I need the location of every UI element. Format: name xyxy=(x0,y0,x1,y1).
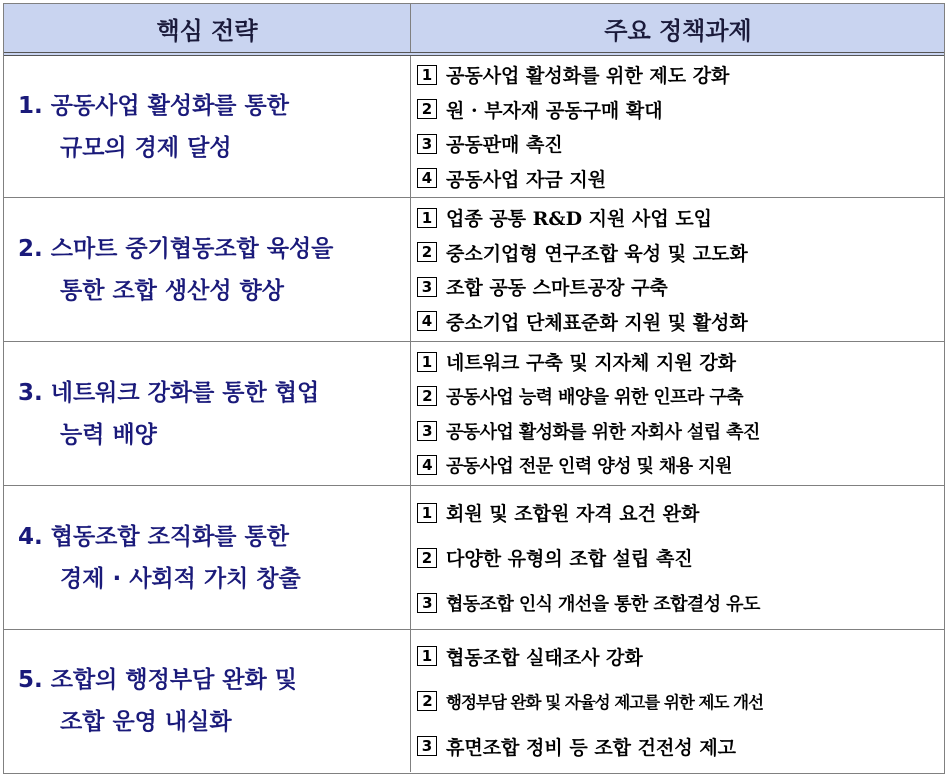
strategy-line: 5. 조합의 행정부담 완화 및 xyxy=(18,667,297,693)
task-item xyxy=(417,490,944,535)
strategy-line: 규모의 경제 달성 xyxy=(60,134,232,161)
task-text: 공동사업 전문 인력 양성 및 채용 지원 xyxy=(446,456,732,478)
number-box-icon: 3 xyxy=(417,421,437,441)
task-text: 휴면조합 정비 등 조합 건전성 제고 xyxy=(446,736,737,759)
strategy-line: 4. 협동조합 조직화를 통한 xyxy=(18,523,289,550)
number-box-icon: 1 xyxy=(417,208,437,228)
number-box-icon: 4 xyxy=(417,311,437,331)
task-text: 조합 공동 스마트공장 구축 xyxy=(446,277,668,300)
task-item xyxy=(417,379,944,414)
task-item xyxy=(417,580,944,625)
task-text: 행정부담 완화 및 자율성 제고를 위한 제도 개선 xyxy=(446,693,764,712)
number-box-icon: 2 xyxy=(417,242,437,262)
task-text: 공동사업 능력 배양을 위한 인프라 구축 xyxy=(446,387,743,409)
task-item xyxy=(417,235,944,270)
table-row xyxy=(4,486,944,630)
task-text: 공동사업 활성화를 위한 제도 강화 xyxy=(446,65,730,88)
task-item xyxy=(417,414,944,449)
number-box-icon: 1 xyxy=(417,352,437,372)
table-row xyxy=(4,630,944,772)
task-text: 중소기업형 연구조합 육성 및 고도화 xyxy=(446,242,748,265)
task-text: 협동조합 실태조사 강화 xyxy=(446,646,643,669)
task-text: 중소기업 단체표준화 지원 및 활성화 xyxy=(446,311,748,334)
number-box-icon: 1 xyxy=(417,65,437,85)
number-box-icon: 2 xyxy=(417,691,437,711)
strategy-cell xyxy=(4,486,410,629)
table-row xyxy=(4,342,944,486)
tasks-cell xyxy=(410,56,944,197)
strategy-cell xyxy=(4,198,410,341)
strategy-line: 조합 운영 내실화 xyxy=(60,709,232,735)
tasks-cell xyxy=(410,486,944,629)
task-item xyxy=(417,58,944,93)
number-box-icon: 1 xyxy=(417,646,437,666)
number-box-icon: 3 xyxy=(417,134,437,154)
number-box-icon: 4 xyxy=(417,168,437,188)
task-text: 공동사업 자금 지원 xyxy=(446,168,607,191)
task-text: 회원 및 조합원 자격 요건 완화 xyxy=(446,503,700,525)
strategy-cell xyxy=(4,630,410,772)
task-item xyxy=(417,304,944,339)
tasks-cell xyxy=(410,198,944,341)
number-box-icon: 3 xyxy=(417,736,437,756)
task-item xyxy=(417,127,944,162)
number-box-icon: 3 xyxy=(417,277,437,297)
header-core-strategy: 핵심 전략 xyxy=(156,16,258,45)
strategy-line: 통한 조합 생산성 향상 xyxy=(60,277,284,304)
task-item xyxy=(417,92,944,127)
number-box-icon: 1 xyxy=(417,503,437,523)
header-policy-tasks: 주요 정책과제 xyxy=(410,4,945,52)
number-box-icon: 2 xyxy=(417,548,437,568)
task-item xyxy=(417,724,944,769)
number-box-icon: 2 xyxy=(417,99,437,119)
task-item xyxy=(417,634,944,679)
task-text: 다양한 유형의 조합 설립 촉진 xyxy=(446,548,693,570)
task-item xyxy=(417,161,944,196)
strategy-line: 능력 배양 xyxy=(60,421,157,448)
number-box-icon: 3 xyxy=(417,593,437,613)
task-text: 업종 공통 R&D 지원 사업 도입 xyxy=(446,208,713,231)
table-row xyxy=(4,56,944,198)
tasks-cell xyxy=(410,342,944,485)
strategy-cell xyxy=(4,342,410,485)
task-item xyxy=(417,535,944,580)
strategy-line: 경제 · 사회적 가치 창출 xyxy=(60,565,301,592)
table-row xyxy=(4,198,944,342)
task-text: 네트워크 구축 및 지자체 지원 강화 xyxy=(446,352,737,375)
task-text: 협동조합 인식 개선을 통한 조합결성 유도 xyxy=(446,593,760,615)
strategy-line: 1. 공동사업 활성화를 통한 xyxy=(18,92,289,119)
table-header xyxy=(4,4,944,56)
strategy-line: 2. 스마트 중기협동조합 육성을 xyxy=(18,235,334,262)
strategy-cell xyxy=(4,56,410,197)
number-box-icon: 4 xyxy=(417,455,437,475)
task-item xyxy=(417,270,944,305)
task-text: 원 · 부자재 공동구매 확대 xyxy=(446,99,663,122)
task-item xyxy=(417,345,944,380)
task-text: 공동사업 활성화를 위한 자회사 설립 촉진 xyxy=(446,421,760,443)
task-text: 공동판매 촉진 xyxy=(446,134,563,157)
task-item xyxy=(417,679,944,724)
policy-table xyxy=(3,3,945,774)
task-item xyxy=(417,448,944,483)
strategy-line: 3. 네트워크 강화를 통한 협업 xyxy=(18,379,320,406)
tasks-cell xyxy=(410,630,944,772)
task-item xyxy=(417,201,944,236)
number-box-icon: 2 xyxy=(417,386,437,406)
